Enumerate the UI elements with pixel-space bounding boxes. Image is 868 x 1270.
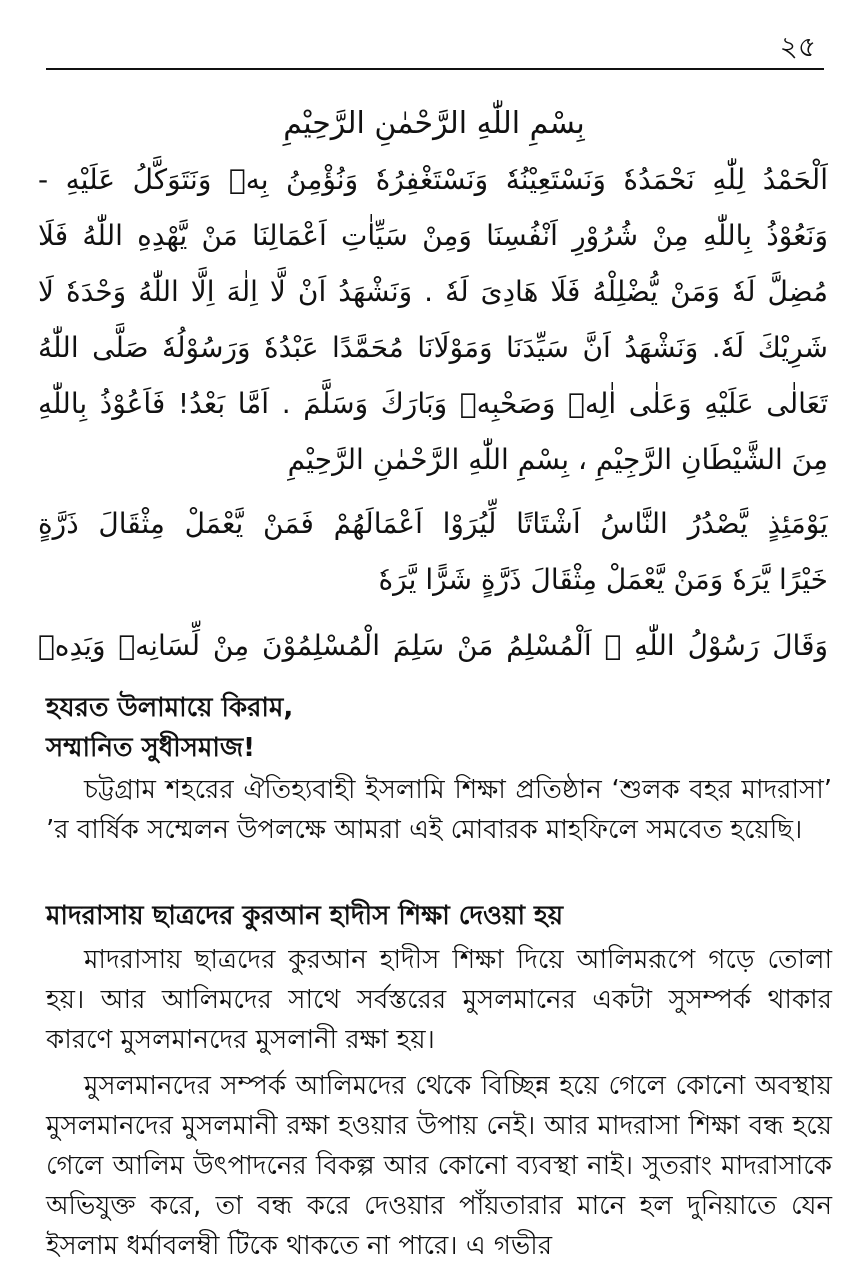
arabic-line: اَلْحَمْدُ لِلّٰهِ نَحْمَدُهٗ وَنَسْتَعِيْنُهٗ وَنَسْتَغْفِرُهٗ وَنُؤْمِنُ بِهٖ وَنَتَوَكَّلُ عَلَيْهِ -: [38, 163, 828, 196]
arabic-line: مِنَ الشَّيْطَانِ الرَّجِيْمِ ، بِسْمِ اللّٰهِ الرَّحْمٰنِ الرَّحِيْمِ: [287, 443, 828, 476]
quran-verse-line: خَيْرًا يَّرَهٗ وَمَنْ يَّعْمَلْ مِثْقَالَ ذَرَّةٍ شَرًّا يَّرَهٗ: [378, 563, 828, 596]
bismillah: بِسْمِ اللّٰهِ الرَّحْمٰنِ الرَّحِيْمِ: [283, 106, 585, 141]
paragraph: মাদরাসায় ছাত্রদের কুরআন হাদীস শিক্ষা দিয়ে আলিমরূপে গড়ে তোলা হয়। আর আলিমদের সাথে সর্বস্তরের মুসলমানের একটা সুসম্পর্ক থাকার কারণে মুসলমানদের মুসলানী রক্ষা হয়।: [46, 945, 832, 1055]
arabic-line: شَرِيْكَ لَهٗ. وَنَشْهَدُ اَنَّ سَيِّدَنَا وَمَوْلَانَا مُحَمَّدًا عَبْدُهٗ وَرَسُوْلُهٗ صَلَّى اللّٰهُ: [38, 331, 828, 364]
arabic-line: مُضِلَّ لَهٗ وَمَنْ يُّضْلِلْهُ فَلَا هَادِىَ لَهٗ . وَنَشْهَدُ اَنْ لَّا اِلٰهَ اِلَّا اللّٰهُ وَحْدَهٗ لَا: [38, 275, 828, 308]
hadith-line: وَقَالَ رَسُوْلُ اللّٰهِ ﷺ اَلْمُسْلِمُ مَنْ سَلِمَ الْمُسْلِمُوْنَ مِنْ لِّسَانِهٖ وَيَدِهٖ: [38, 629, 828, 662]
page-number: ২৫: [779, 30, 816, 63]
header-rule: [46, 68, 824, 70]
arabic-line: تَعَالٰى عَلَيْهِ وَعَلٰى اٰلِهٖ وَصَحْبِهٖ وَبَارَكَ وَسَلَّمَ . اَمَّا بَعْدُ! فَاَعُوْذُ بِاللّٰهِ: [38, 387, 828, 420]
paragraph: মুসলমানদের সম্পর্ক আলিমদের থেকে বিচ্ছিন্ন হয়ে গেলে কোনো অবস্থায় মুসলমানদের মুসলমানী রক্ষা হওয়ার উপায় নেই। আর মাদরাসা শিক্ষা বন্ধ হয়ে গেলে আলিম উৎপাদনের বিকল্প আর কোনো ব্যবস্থা নাই। সুতরাং মাদরাসাকে অভিযুক্ত করে, তা বন্ধ করে দেওয়ার পাঁয়তারার মানে হল দুনিয়াতে যেন ইসলাম ধর্মাবলম্বী টিকে থাকতে না পারে। এ গভীর: [46, 1071, 832, 1261]
arabic-line: وَنَعُوْذُ بِاللّٰهِ مِنْ شُرُوْرِ اَنْفُسِنَا وَمِنْ سَيِّاٰتِ اَعْمَالِنَا مَنْ يَّهْدِهِ اللّٰهُ فَلَا: [38, 219, 828, 252]
address-line: হযরত উলামায়ে কিরাম,: [46, 693, 294, 723]
section-heading: মাদরাসায় ছাত্রদের কুরআন হাদীস শিক্ষা দেওয়া হয়: [46, 901, 564, 931]
paragraph: চট্টগ্রাম শহরের ঐতিহ্যবাহী ইসলামি শিক্ষা প্রতিষ্ঠান ‘শুলক বহর মাদরাসা’ ’র বার্ষিক সম্মেলন উপলক্ষে আমরা এই মোবারক মাহফিলে সমবেত হয়েছি।: [46, 775, 832, 845]
address-line: সম্মানিত সুধীসমাজ!: [46, 733, 255, 763]
quran-verse-line: يَوْمَئِذٍ يَّصْدُرُ النَّاسُ اَشْتَاتًا لِّيُرَوْا اَعْمَالَهُمْ فَمَنْ يَّعْمَلْ مِثْقَالَ ذَرَّةٍ: [38, 507, 828, 540]
